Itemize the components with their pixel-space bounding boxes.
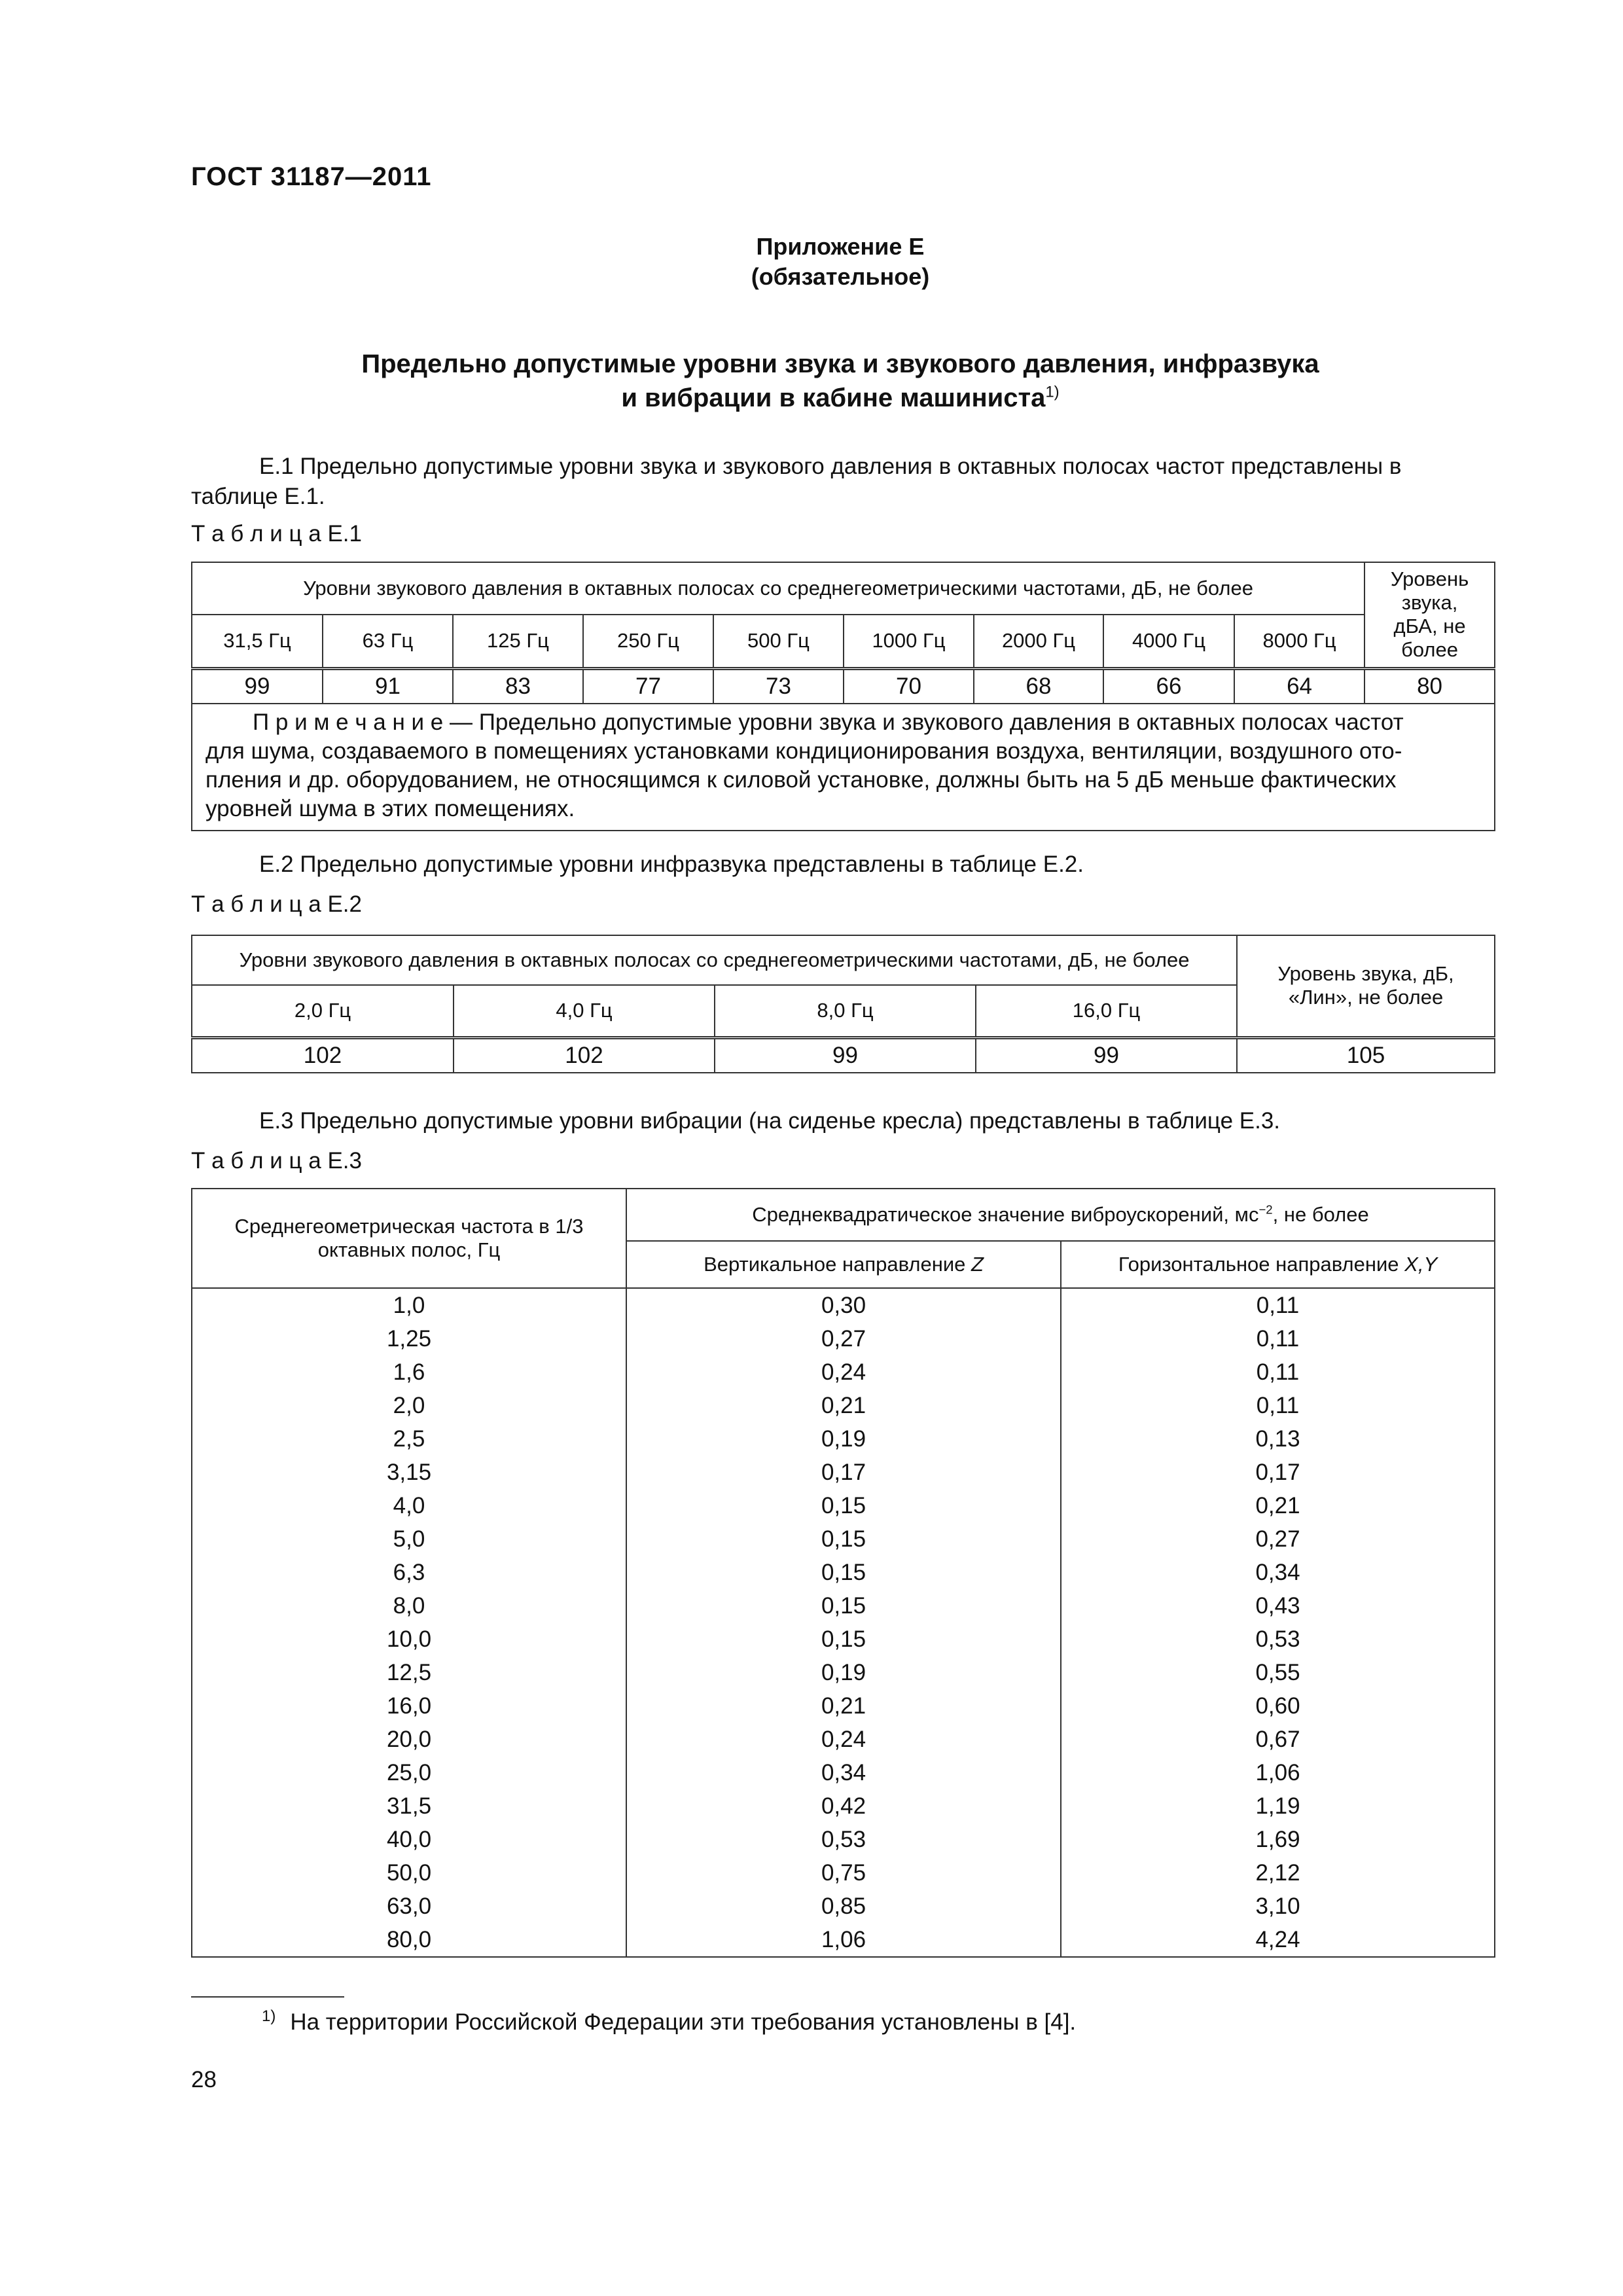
horizontal-value-cell: 0,60 — [1061, 1689, 1495, 1723]
horizontal-axis: X,Y — [1404, 1253, 1438, 1276]
table-e1-freq: 63 Гц — [323, 615, 453, 668]
frequency-cell: 12,5 — [192, 1656, 626, 1689]
table-row — [192, 1522, 1495, 1556]
vertical-value-cell: 0,15 — [626, 1589, 1061, 1623]
appendix-title-line1: Предельно допустимые уровни звука и звукового давления, инфразвука — [361, 350, 1319, 378]
table-e1-freq: 125 Гц — [453, 615, 583, 668]
vertical-value-cell: 1,06 — [626, 1923, 1061, 1957]
table-e3-header-vertical — [626, 1241, 1061, 1288]
vertical-axis: Z — [971, 1253, 984, 1276]
horizontal-value-cell: 0,11 — [1061, 1322, 1495, 1355]
vertical-value-cell: 0,19 — [626, 1656, 1061, 1689]
frequency-cell: 40,0 — [192, 1823, 626, 1856]
table-e3-header-horizontal — [1061, 1241, 1495, 1288]
table-row — [192, 1355, 1495, 1389]
paragraph-e1 — [191, 452, 1501, 512]
horizontal-value-cell: 0,67 — [1061, 1723, 1495, 1756]
table-e1-header-right: Уровень звука, дБА, не более — [1364, 562, 1495, 668]
frequency-cell: 2,0 — [192, 1389, 626, 1422]
footnote-text: На территории Российской Федерации эти требования установлены в [4]. — [290, 2009, 1077, 2035]
header-main-sup: −2 — [1258, 1202, 1273, 1217]
vertical-value-cell: 0,34 — [626, 1756, 1061, 1789]
horizontal-value-cell: 0,34 — [1061, 1556, 1495, 1589]
paragraph-e3-text: Е.3 Предельно допустимые уровни вибрации (на сиденье кресла) представлены в таблице Е.3. — [259, 1108, 1281, 1134]
table-e2-value: 102 — [454, 1037, 715, 1073]
table-row — [192, 1489, 1495, 1522]
horizontal-value-cell: 1,19 — [1061, 1789, 1495, 1823]
frequency-cell: 1,0 — [192, 1288, 626, 1322]
title-text: и вибрации в кабине машиниста — [621, 384, 1046, 412]
table-e1-value: 66 — [1103, 668, 1234, 704]
table-e2-freq: 2,0 Гц — [192, 985, 454, 1037]
table-e1-note-line4: уровней шума в этих помещениях. — [205, 795, 575, 821]
vertical-value-cell: 0,15 — [626, 1489, 1061, 1522]
horizontal-value-cell: 3,10 — [1061, 1890, 1495, 1923]
table-e2 — [191, 935, 1495, 1073]
vertical-value-cell: 0,24 — [626, 1723, 1061, 1756]
table-row — [192, 1288, 1495, 1322]
table-e2-freq: 8,0 Гц — [715, 985, 976, 1037]
vertical-value-cell: 0,27 — [626, 1322, 1061, 1355]
frequency-cell: 50,0 — [192, 1856, 626, 1890]
frequency-cell: 10,0 — [192, 1623, 626, 1656]
frequency-cell: 3,15 — [192, 1456, 626, 1489]
horizontal-value-cell: 4,24 — [1061, 1923, 1495, 1957]
table-e2-freq: 16,0 Гц — [976, 985, 1237, 1037]
table-e1-value: 91 — [323, 668, 453, 704]
table-e1-freq: 31,5 Гц — [192, 615, 323, 668]
table-e1-value: 68 — [974, 668, 1103, 704]
note-text: — Предельно допустимые уровни звука и звукового давления в октавных полосах частот — [443, 709, 1404, 735]
table-e1-note-line1 — [205, 708, 1481, 737]
table-e2-header-main: Уровни звукового давления в октавных полосах со среднегеометрическими частотами, дБ, не более — [192, 935, 1237, 985]
footnote — [262, 2009, 1076, 2036]
table-row — [192, 1756, 1495, 1789]
paragraph-e3 — [191, 1106, 1501, 1136]
frequency-cell: 20,0 — [192, 1723, 626, 1756]
table-e1-freq: 500 Гц — [713, 615, 844, 668]
table-e1-freq: 8000 Гц — [1234, 615, 1364, 668]
vertical-value-cell: 0,24 — [626, 1355, 1061, 1389]
footnote-mark: 1) — [262, 2007, 276, 2026]
horizontal-value-cell: 0,43 — [1061, 1589, 1495, 1623]
paragraph-e1-line1: Е.1 Предельно допустимые уровни звука и звукового давления в октавных полосах частот представлены в — [259, 454, 1402, 479]
table-row — [192, 1723, 1495, 1756]
vertical-value-cell: 0,42 — [626, 1789, 1061, 1823]
table-e1-value: 83 — [453, 668, 583, 704]
table-e1-value: 70 — [844, 668, 974, 704]
horizontal-value-cell: 2,12 — [1061, 1856, 1495, 1890]
page-number: 28 — [191, 2067, 217, 2092]
table-row — [192, 1656, 1495, 1689]
table-e1-note-line3: пления и др. оборудованием, не относящимся к силовой установке, должны быть на 5 дБ меньше фактических — [205, 766, 1397, 793]
table-e1-note-line2: для шума, создаваемого в помещениях установками кондиционирования воздуха, вентиляции, воздушного ото- — [205, 738, 1402, 764]
table-e2-caption: Т а б л и ц а Е.2 — [191, 891, 362, 917]
table-row — [192, 1556, 1495, 1589]
frequency-cell: 6,3 — [192, 1556, 626, 1589]
appendix-type: (обязательное) — [751, 263, 930, 290]
table-row — [192, 1823, 1495, 1856]
horizontal-value-cell: 1,69 — [1061, 1823, 1495, 1856]
horizontal-label: Горизонтальное направление — [1118, 1253, 1405, 1276]
vertical-value-cell: 0,21 — [626, 1389, 1061, 1422]
frequency-cell: 80,0 — [192, 1923, 626, 1957]
table-row — [192, 1322, 1495, 1355]
note-label: П р и м е ч а н и е — [253, 709, 444, 735]
frequency-cell: 1,25 — [192, 1322, 626, 1355]
table-row — [192, 1389, 1495, 1422]
frequency-cell: 63,0 — [192, 1890, 626, 1923]
frequency-cell: 8,0 — [192, 1589, 626, 1623]
vertical-value-cell: 0,15 — [626, 1522, 1061, 1556]
vertical-value-cell: 0,15 — [626, 1623, 1061, 1656]
table-row — [192, 1789, 1495, 1823]
table-row — [192, 1923, 1495, 1957]
footnote-divider — [191, 1996, 344, 1998]
frequency-cell: 4,0 — [192, 1489, 626, 1522]
horizontal-value-cell: 0,11 — [1061, 1355, 1495, 1389]
table-e1-note — [192, 704, 1495, 831]
appendix-title-line2 — [191, 384, 1489, 413]
table-row — [192, 1856, 1495, 1890]
frequency-cell: 2,5 — [192, 1422, 626, 1456]
table-e2-value: 102 — [192, 1037, 454, 1073]
table-e1-value: 73 — [713, 668, 844, 704]
horizontal-value-cell: 0,11 — [1061, 1389, 1495, 1422]
table-row — [192, 1456, 1495, 1489]
title-footnote-mark: 1) — [1045, 383, 1060, 401]
table-e1-freq: 1000 Гц — [844, 615, 974, 668]
frequency-cell: 16,0 — [192, 1689, 626, 1723]
table-e1-value: 99 — [192, 668, 323, 704]
table-row — [192, 1589, 1495, 1623]
horizontal-value-cell: 0,21 — [1061, 1489, 1495, 1522]
table-e3-caption: Т а б л и ц а Е.3 — [191, 1148, 362, 1174]
table-e1-freq: 4000 Гц — [1103, 615, 1234, 668]
table-e3 — [191, 1188, 1495, 1958]
table-e3-body — [192, 1288, 1495, 1957]
vertical-value-cell: 0,85 — [626, 1890, 1061, 1923]
vertical-value-cell: 0,53 — [626, 1823, 1061, 1856]
header-main-text: Среднеквадратическое значение виброускорений, мс — [752, 1203, 1259, 1226]
table-e1-header-main: Уровни звукового давления в октавных полосах со среднегеометрическими частотами, дБ, не более — [192, 562, 1364, 615]
frequency-cell: 1,6 — [192, 1355, 626, 1389]
header-main-suffix: , не более — [1272, 1203, 1369, 1226]
paragraph-e2 — [191, 850, 1501, 880]
document-code: ГОСТ 31187—2011 — [191, 162, 432, 191]
horizontal-value-cell: 0,13 — [1061, 1422, 1495, 1456]
horizontal-value-cell: 0,53 — [1061, 1623, 1495, 1656]
vertical-value-cell: 0,21 — [626, 1689, 1061, 1723]
paragraph-e1-line2: таблице Е.1. — [191, 484, 325, 509]
vertical-label: Вертикальное направление — [704, 1253, 971, 1276]
table-row — [192, 1623, 1495, 1656]
vertical-value-cell: 0,17 — [626, 1456, 1061, 1489]
table-e1-freq: 250 Гц — [583, 615, 713, 668]
horizontal-value-cell: 0,27 — [1061, 1522, 1495, 1556]
paragraph-e2-text: Е.2 Предельно допустимые уровни инфразвука представлены в таблице Е.2. — [259, 852, 1084, 877]
table-e2-header-right: Уровень звука, дБ, «Лин», не более — [1237, 935, 1495, 1037]
table-e3-header-main — [626, 1189, 1495, 1241]
table-e1-caption: Т а б л и ц а Е.1 — [191, 521, 362, 547]
appendix-label: Приложение Е — [756, 233, 925, 260]
frequency-cell: 25,0 — [192, 1756, 626, 1789]
table-row — [192, 1422, 1495, 1456]
horizontal-value-cell: 0,17 — [1061, 1456, 1495, 1489]
horizontal-value-cell: 1,06 — [1061, 1756, 1495, 1789]
vertical-value-cell: 0,30 — [626, 1288, 1061, 1322]
vertical-value-cell: 0,75 — [626, 1856, 1061, 1890]
table-row — [192, 1890, 1495, 1923]
vertical-value-cell: 0,15 — [626, 1556, 1061, 1589]
horizontal-value-cell: 0,55 — [1061, 1656, 1495, 1689]
horizontal-value-cell: 0,11 — [1061, 1288, 1495, 1322]
frequency-cell: 31,5 — [192, 1789, 626, 1823]
table-e2-freq: 4,0 Гц — [454, 985, 715, 1037]
table-e1-value: 80 — [1364, 668, 1495, 704]
table-e1-value: 77 — [583, 668, 713, 704]
table-e2-value: 99 — [976, 1037, 1237, 1073]
table-e2-value: 105 — [1237, 1037, 1495, 1073]
table-e3-header-left: Среднегеометрическая частота в 1/3 октавных полос, Гц — [192, 1189, 626, 1288]
frequency-cell: 5,0 — [192, 1522, 626, 1556]
table-e1-freq: 2000 Гц — [974, 615, 1103, 668]
table-e1 — [191, 562, 1495, 831]
vertical-value-cell: 0,19 — [626, 1422, 1061, 1456]
table-e1-value: 64 — [1234, 668, 1364, 704]
table-row — [192, 1689, 1495, 1723]
table-e2-value: 99 — [715, 1037, 976, 1073]
